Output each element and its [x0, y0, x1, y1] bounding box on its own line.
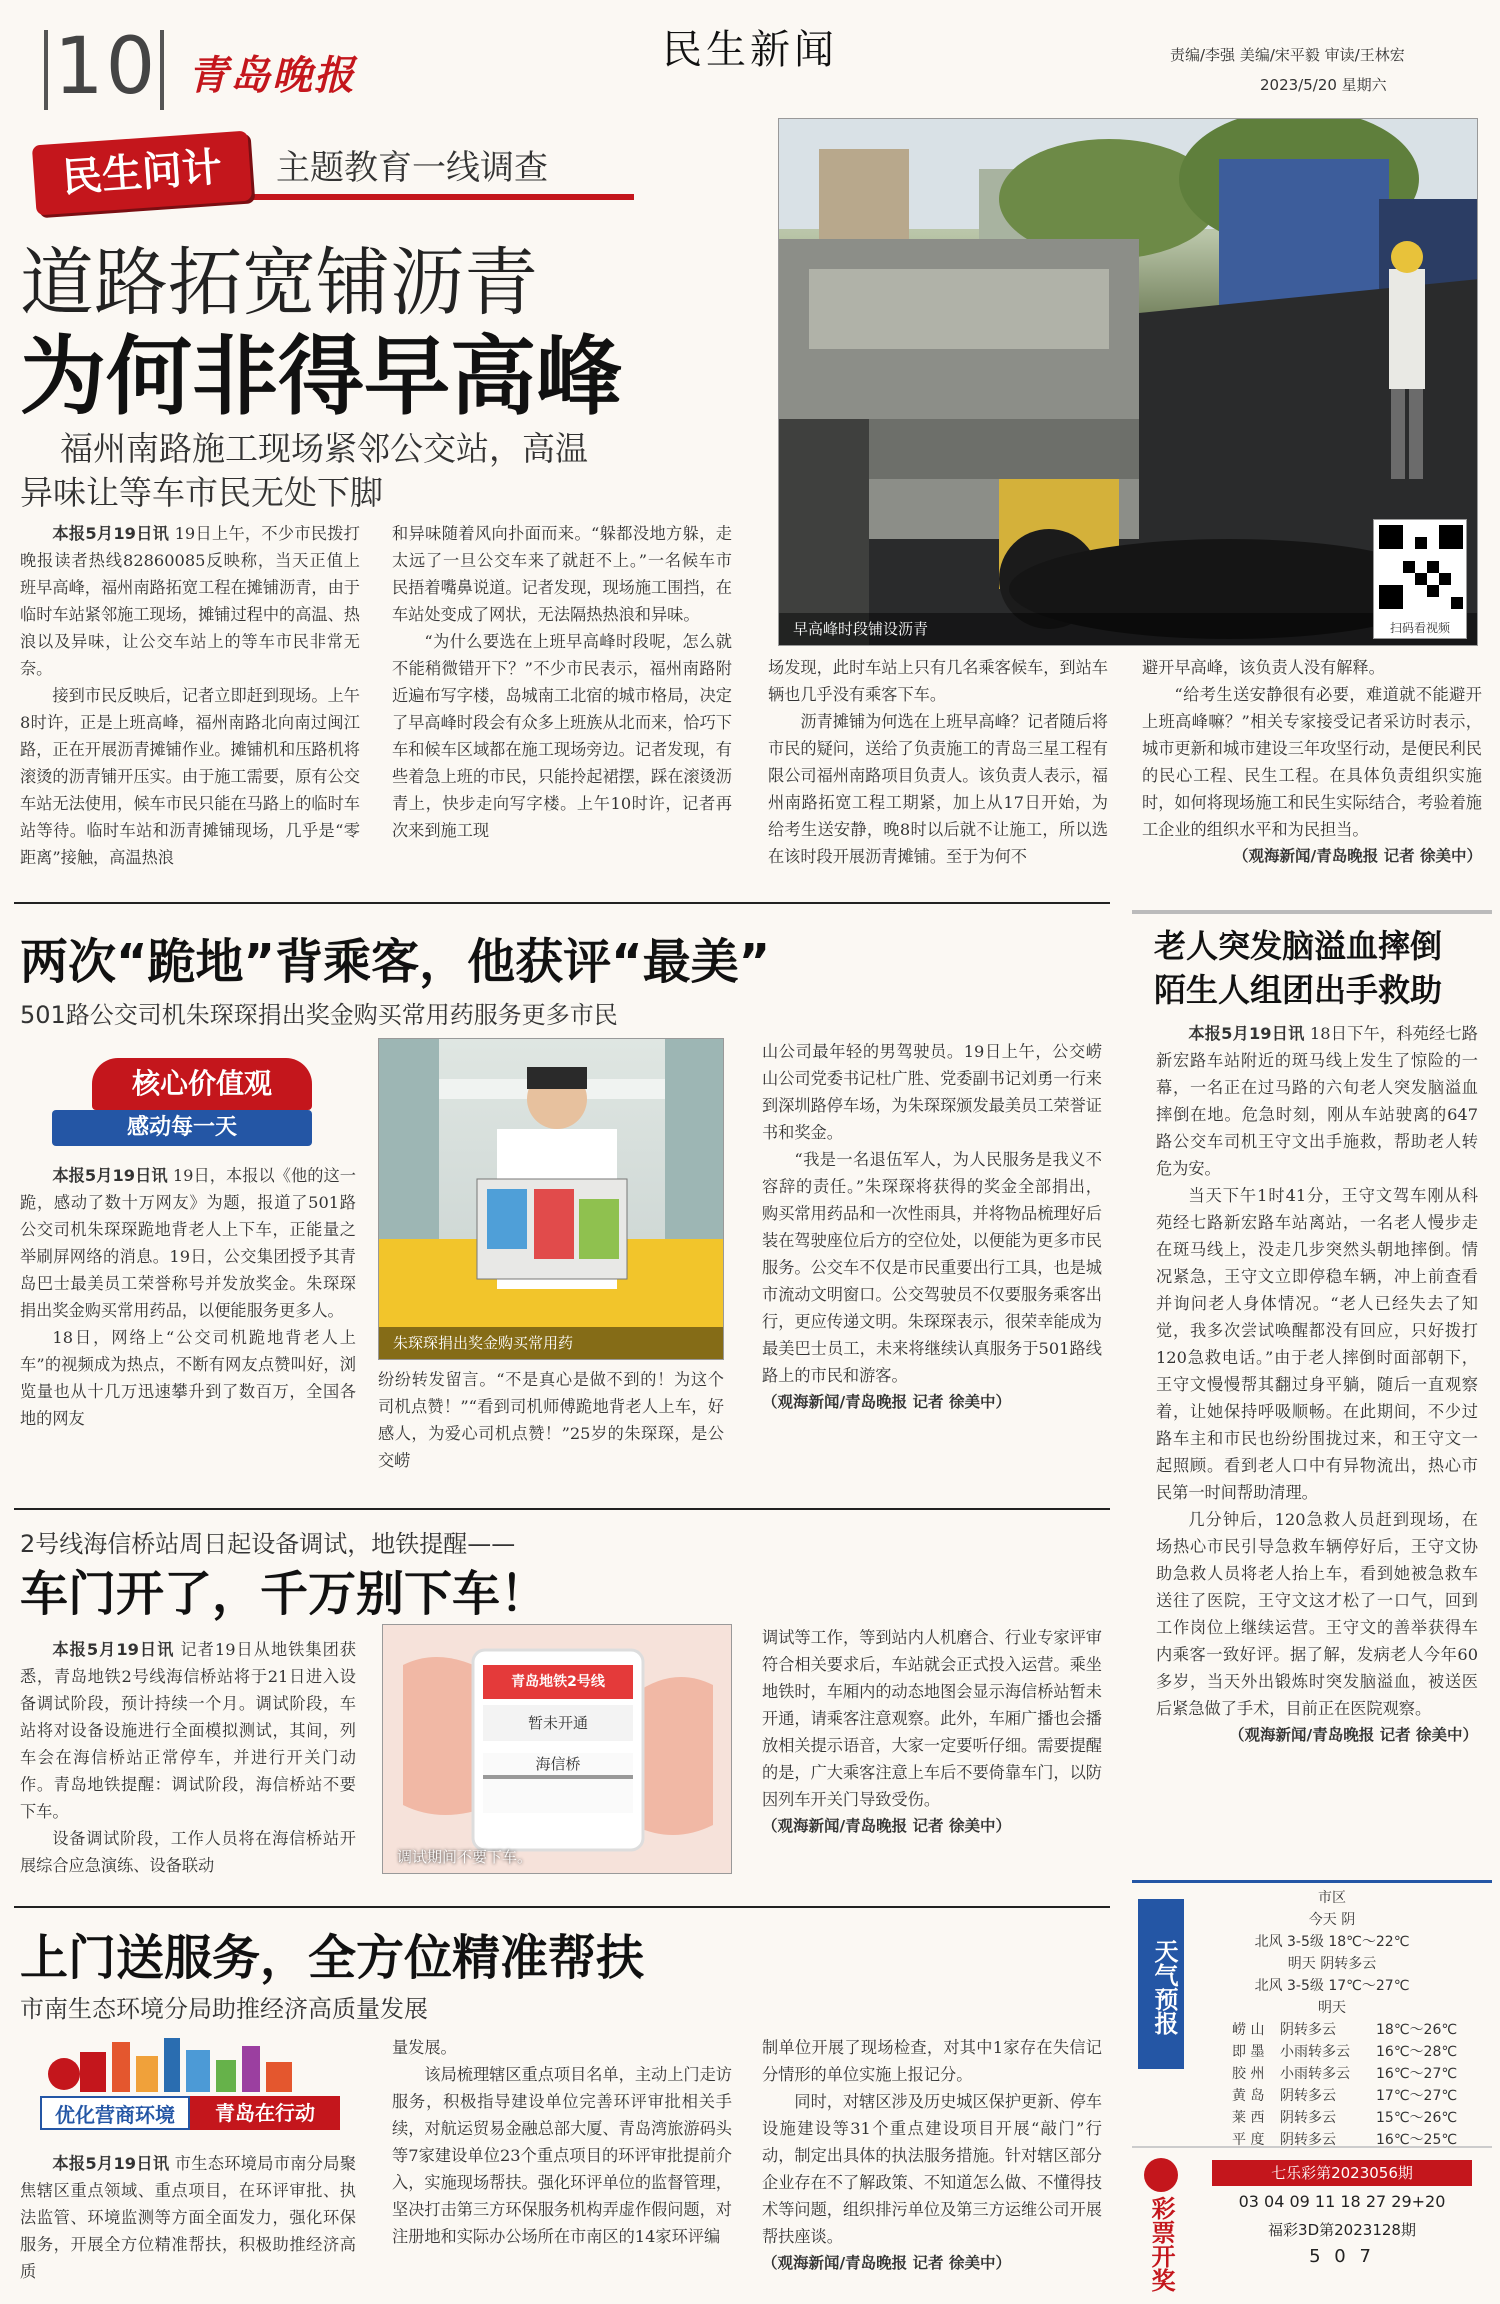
dateline: 本报5月19日讯 — [52, 2154, 170, 2173]
story4-col2-p1: 调试等工作，等到站内人机磨合、行业专家评审符合相关要求后，车站就会正式投入运营。乘坐地铁时，车厢内的动态地图会显示海信桥站暂未开通，请乘客注意观察。此外，车厢广播也会播放相关提示语音，大家一定要听仔细。需要提醒的是，广大乘客注意上车后不要倚靠车门，以防因列车开关门导致受伤。 — [762, 1628, 1102, 1809]
district-name: 即 墨 — [1232, 2044, 1265, 2060]
phone-status-label: 暂未开通 — [527, 1714, 588, 1732]
story-kneeling-driver — [0, 910, 1120, 1500]
page-number: 10 — [54, 22, 158, 112]
story3-p2: 当天下午1时41分，王守文驾车刚从科苑经七路新宏路车站离站，一名老人慢步走在斑马线上，没走几步突然头朝地摔倒。情况紧急，王守文立即停稳车辆，冲上前查看并询问老人身体情况。“老人已经失去了知觉，我多次尝试唤醒都没有回应，只好拨打120急救电话。”由于老人摔倒时面部朝下，王守文慢慢帮其翻过身平躺，随后一直观察着，让她保持呼吸顺畅。在此期间，不少过路车主和市民也纷纷围拢过来，和王守文一起照顾。看到老人口中有异物流出，热心市民第一时间帮助清理。 — [1156, 1186, 1478, 1502]
weather-tomorrow: 明天 阴转多云 — [1287, 1956, 1377, 1972]
story1-col3-p1: 场发现，此时车站上只有几名乘客候车，到站车辆也几乎没有乘客下车。 — [768, 658, 1108, 704]
story4-column-1 — [20, 1636, 356, 1886]
headline-line2: 为何非得早高峰 — [20, 327, 622, 427]
district-temp: 18℃～26℃ — [1376, 2022, 1458, 2038]
paving-photo-caption: 早高峰时段铺设沥青 — [779, 613, 1477, 645]
phone-station-label: 海信桥 — [535, 1755, 581, 1773]
core-values-label: 核心价值观 — [92, 1058, 312, 1110]
badge-business-env — [40, 2034, 350, 2134]
badge-main: 民生问计 — [32, 131, 252, 216]
story5-subheadline: 市南生态环境分局助推经济高质量发展 — [20, 1995, 428, 2023]
story4-column-2 — [762, 1624, 1102, 1884]
story1-col2-p1: 和异味随着风向扑面而来。“躲都没地方躲，走太远了一旦公交车来了就赶不上。”一名候车市民捂着嘴鼻说道。记者发现，现场施工围挡，在车站处变成了网状，无法隔热热浪和异味。 — [392, 524, 732, 624]
headline-line1: 道路拓宽铺沥青 — [20, 240, 538, 326]
district-name: 崂 山 — [1232, 2022, 1265, 2038]
story1-col1-p1 — [20, 520, 360, 682]
qr-code-label: 扫码看视频 — [1389, 621, 1450, 635]
story4-kicker: 2号线海信桥站周日起设备调试，地铁提醒—— — [20, 1530, 516, 1558]
qr-code-box — [1373, 519, 1467, 639]
weather-today: 今天 阴 — [1308, 1912, 1356, 1928]
story4-headline: 车门开了，千万别下车！ — [20, 1566, 549, 1622]
lottery-3d-title: 福彩3D第2023128期 — [1268, 2221, 1416, 2239]
badge-business-env-left: 优化营商环境 — [40, 2096, 190, 2130]
section-title: 民生新闻 — [662, 27, 838, 73]
lottery-qilecai-numbers: 03 04 09 11 18 27 29+20 — [1238, 2192, 1446, 2211]
story5-col2-p2: 该局梳理辖区重点项目名单，主动上门走访服务，积极指导建设单位完善环评审批相关手续，对航运贸易金融总部大厦、青岛湾旅游码头等7家建设单位23个重点项目的环评审批提前介入，实施现场帮扶。强化环评单位的监督管理，坚决打击第三方环保服务机构弄虚作假问题，对注册地和实际办公场所在市南区的14家环评编 — [392, 2065, 732, 2246]
driver-photo-caption: 朱琛琛捐出奖金购买常用药 — [379, 1327, 723, 1359]
page-number-bar-right — [160, 30, 164, 110]
paper-logo: 青岛晚报 — [188, 52, 356, 99]
story2-col2-p1: 纷纷转发留言。“不是真心是做不到的！为这个司机点赞！”“看到司机师傅跪地背老人上车，好感人，为爱心司机点赞！”25岁的朱琛琛，是公交崂 — [378, 1370, 724, 1470]
district-condition: 小雨转多云 — [1280, 2066, 1350, 2082]
paragraph-text: 19日，本报以《他的这一跪，感动了数十万网友》为题，报道了501路公交司机朱琛琛跪地背老人上下车，正能量之举刷屏网络的消息。19日，公交集团授予其青岛巴士最美员工荣誉称号并发放奖金。朱琛琛捐出奖金购买常用药品，以便能服务更多人。 — [20, 1166, 356, 1320]
story5-col1-p1 — [20, 2150, 356, 2285]
story1-column-4 — [1142, 654, 1482, 890]
story3-byline: （观海新闻/青岛晚报 记者 徐美中） — [1229, 1726, 1478, 1744]
story5-col3-p2: 同时，对辖区涉及历史城区保护更新、停车设施建设等31个重点建设项目开展“敲门”行动，制定出具体的执法服务措施。针对辖区部分企业存在不了解政策、不知道怎么做、不懂得技术等问题，组织排污单位及第三方运维公司开展帮扶座谈。 — [762, 2092, 1102, 2246]
story5-col3-p1: 制单位开展了现场检查，对其中1家存在失信记分情形的单位实施上报记分。 — [762, 2038, 1102, 2084]
lottery-box — [1132, 2146, 1492, 2296]
district-name: 莱 西 — [1232, 2110, 1265, 2126]
story2-col3-p2: “我是一名退伍军人，为人民服务是我义不容辞的责任。”朱琛琛将获得的奖金全部捐出，购买常用药品和一次性雨具，并将物品梳理好后装在驾驶座位后方的空位处，以便能为更多市民服务。公交车不仅是市民重要出行工具，也是城市流动文明窗口。公交驾驶员不仅要服务乘客出行，更应传递文明。朱琛琛表示，很荣幸能成为最美巴士员工，未来将继续认真服务于501路线路上的市民和游客。 — [762, 1150, 1102, 1385]
story2-column-2 — [378, 1366, 724, 1482]
paragraph-text: 记者19日从地铁集团获悉，青岛地铁2号线海信桥站将于21日进入设备调试阶段，预计持续一个月。调试阶段，车站将对设备设施进行全面模拟测试，其间，列车会在海信桥站正常停车，并进行开关门动作。青岛地铁提醒：调试阶段，海信桥站不要下车。 — [20, 1640, 356, 1821]
badge-subtitle: 主题教育一线调查 — [276, 148, 548, 188]
badge-business-env-right: 青岛在行动 — [190, 2096, 340, 2130]
story1-col1-p2: 接到市民反映后，记者立即赶到现场。上午8时许，正是上班高峰，福州南路北向南过闽江路，正在开展沥青摊铺作业。摊铺机和压路机将滚烫的沥青铺开压实。由于施工需要，原有公交车站无法使用，候车市民只能在马路上的临时车站等待。临时车站和沥青摊铺现场，几乎是“零距离”接触，高温热浪 — [20, 686, 360, 867]
page-number-bar — [44, 30, 48, 110]
story5-col2-p1: 量发展。 — [392, 2038, 457, 2057]
district-temp: 15℃～26℃ — [1376, 2110, 1458, 2126]
district-name: 胶 州 — [1232, 2066, 1265, 2082]
weather-tomorrow-detail: 北风 3-5级 17℃～27℃ — [1254, 1978, 1410, 1994]
story2-col1-p2: 18日，网络上“公交司机跪地背老人上车”的视频成为热点，不断有网友点赞叫好，浏览量也从十几万迅速攀升到了数百万，全国各地的网友 — [20, 1328, 356, 1428]
qr-code-icon[interactable] — [1379, 525, 1463, 609]
district-condition: 阴转多云 — [1280, 2110, 1336, 2126]
badge-underline — [244, 194, 634, 200]
story1-column-2 — [392, 520, 732, 890]
phone-line-label: 青岛地铁2号线 — [511, 1674, 605, 1690]
district-condition: 阴转多云 — [1280, 2022, 1336, 2038]
district-condition: 阴转多云 — [1280, 2132, 1336, 2148]
phone-hands-illustration — [383, 1625, 732, 1874]
weather-today-detail: 北风 3-5级 18℃～22℃ — [1254, 1934, 1410, 1950]
story1-byline: （观海新闻/青岛晚报 记者 徐美中） — [1233, 847, 1482, 865]
district-temp: 16℃～28℃ — [1376, 2044, 1458, 2060]
story1-column-1 — [20, 520, 360, 890]
story5-headline: 上门送服务，全方位精准帮扶 — [20, 1930, 645, 1986]
driver-photo-illustration — [379, 1039, 724, 1360]
story4-col1-p2: 设备调试阶段，工作人员将在海信桥站开展综合应急演练、设备联动 — [20, 1829, 356, 1875]
weather-district-list — [1232, 2019, 1482, 2151]
story3-top-rule — [1132, 910, 1492, 914]
story3-headline-line1: 老人突发脑溢血摔倒 — [1154, 927, 1443, 965]
story3-column — [1156, 1020, 1478, 1840]
divider-3 — [14, 1906, 1110, 1908]
story-environment-service — [0, 1914, 1120, 2304]
story2-subheadline: 501路公交司机朱琛琛捐出奖金购买常用药服务更多市民 — [20, 1001, 618, 1029]
weather-label: 天气预报 — [1150, 1939, 1178, 2035]
story1-col2-p2: “为什么要选在上班早高峰时段呢，怎么就不能稍微错开下？”不少市民表示，福州南路附近遍布写字楼，岛城南工北宿的城市格局，决定了早高峰时段会有众多上班族从北而来，恰巧下车和候车区域都在施工现场旁边。记者发现，有些着急上班的市民，只能拎起裙摆，踩在滚烫沥青上，快步走向写字楼。上午10时许，记者再次来到施工现 — [392, 632, 732, 840]
lottery-3d-numbers: 5 0 7 — [1309, 2246, 1375, 2267]
story2-column-1 — [20, 1162, 356, 1462]
dateline: 本报5月19日讯 — [52, 1640, 175, 1659]
paragraph-text: 市生态环境局市南分局聚焦辖区重点领域、重点项目，在环评审批、执法监管、环境监测等方面全面发力，强化环保服务，开展全方位精准帮扶，积极助推经济高质 — [20, 2154, 356, 2281]
weather-row — [1232, 2063, 1482, 2085]
dateline: 本报5月19日讯 — [1188, 1024, 1305, 1043]
subway-phone-photo — [382, 1624, 732, 1874]
story3-p1 — [1156, 1020, 1478, 1182]
story5-column-2 — [392, 2034, 732, 2302]
story5-column-1 — [20, 2150, 356, 2300]
story3-headline-line2: 陌生人组团出手救助 — [1154, 971, 1443, 1009]
weather-row — [1232, 2085, 1482, 2107]
dateline: 本报5月19日讯 — [52, 1166, 168, 1185]
weather-box — [1132, 1880, 1492, 2148]
date-line: 2023/5/20 星期六 — [1260, 76, 1387, 94]
lottery-qilecai-title: 七乐彩第2023056期 — [1212, 2160, 1472, 2186]
district-name: 黄 岛 — [1232, 2088, 1265, 2104]
badge-core-values — [52, 1058, 332, 1152]
district-condition: 阴转多云 — [1280, 2088, 1336, 2104]
story1-col3-p2: 沥青摊铺为何选在上班早高峰？记者随后将市民的疑问，送给了负责施工的青岛三星工程有限公司福州南路项目负责人。该负责人表示，福州南路拓宽工程工期紧，加上从17日开始，为给考生送安静，晚8时以后就不让施工，所以选在该时段开展沥青摊铺。至于为何不 — [768, 712, 1108, 866]
city-skyline-icon — [40, 2034, 350, 2094]
story4-col1-p1 — [20, 1636, 356, 1825]
dateline: 本报5月19日讯 — [52, 524, 170, 543]
subheadline-line1: 福州南路施工现场紧邻公交站，高温 — [60, 429, 588, 468]
subway-photo-caption: 调试期间不要下车。 — [397, 1848, 533, 1866]
story1-col4-p1: 避开早高峰，该负责人没有解释。 — [1142, 658, 1385, 677]
story2-col3-p1: 山公司最年轻的男驾驶员。19日上午，公交崂山公司党委书记杜广胜、党委副书记刘勇一行来到深圳路停车场，为朱琛琛颁发最美员工荣誉证书和奖金。 — [762, 1042, 1102, 1142]
divider-2 — [14, 1508, 1110, 1510]
story-stroke-rescue — [1132, 910, 1492, 1850]
story4-byline: （观海新闻/青岛晚报 记者 徐美中） — [762, 1817, 1011, 1835]
masthead — [0, 0, 1500, 110]
story5-column-3 — [762, 2034, 1102, 2302]
district-temp: 17℃～27℃ — [1376, 2088, 1458, 2104]
paving-photo — [778, 118, 1478, 646]
story5-byline: （观海新闻/青岛晚报 记者 徐美中） — [762, 2254, 1011, 2272]
story2-col1-p1 — [20, 1162, 356, 1324]
story2-column-3 — [762, 1038, 1102, 1488]
divider-1 — [14, 902, 1110, 904]
weather-districts-heading: 明天 — [1318, 2000, 1346, 2016]
core-values-sub: 感动每一天 — [52, 1110, 312, 1146]
weather-vertical-label — [1138, 1899, 1184, 2069]
lottery-icon — [1144, 2158, 1178, 2192]
story2-headline: 两次“跪地”背乘客，他获评“最美” — [20, 934, 771, 990]
story1-column-3 — [768, 654, 1108, 890]
story-subway-station — [0, 1516, 1120, 1886]
driver-photo — [378, 1038, 724, 1360]
weather-area: 市区 — [1318, 1890, 1346, 1906]
paragraph-text: 19日上午，不少市民拨打晚报读者热线82860085反映称，当天正值上班早高峰，福州南路拓宽工程在摊铺沥青，由于临时车站紧邻施工现场，摊铺过程中的高温、热浪以及异味，让公交车站上的等车市民非常无奈。 — [20, 524, 360, 678]
district-temp: 16℃～25℃ — [1376, 2132, 1458, 2148]
subheadline-line2: 异味让等车市民无处下脚 — [20, 473, 383, 512]
story3-p3: 几分钟后，120急救人员赶到现场，在场热心市民引导急救车辆停好后，王守文协助急救人员将老人抬上车，看到她被急救车送往了医院，王守文这才松了一口气，回到工作岗位上继续运营。王守文的善举获得车内乘客一致好评。据了解，发病老人今年60多岁，当天外出锻炼时突发脑溢血，被送医后紧急做了手术，目前正在医院观察。 — [1156, 1510, 1478, 1718]
story-road-paving — [0, 110, 1500, 890]
badge-minsheng-wenji — [34, 132, 624, 218]
district-temp: 16℃～27℃ — [1376, 2066, 1458, 2082]
district-name: 平 度 — [1232, 2132, 1265, 2148]
weather-row — [1232, 2041, 1482, 2063]
paragraph-text: 18日下午，科苑经七路新宏路车站附近的斑马线上发生了惊险的一幕，一名正在过马路的六旬老人突发脑溢血摔倒在地。危急时刻，刚从车站驶离的647路公交车司机王守文出手施救，帮助老人转危为安。 — [1156, 1024, 1478, 1178]
weather-row — [1232, 2019, 1482, 2041]
weather-row — [1232, 2107, 1482, 2129]
district-condition: 小雨转多云 — [1280, 2044, 1350, 2060]
story1-col4-p2: “给考生送安静很有必要，难道就不能避开上班高峰嘛？”相关专家接受记者采访时表示，城市更新和城市建设三年攻坚行动，是便民利民的民心工程、民生工程。在具体负责组织实施时，如何将现场施工和民生实际结合，考验着施工企业的组织水平和为民担当。 — [1142, 685, 1482, 839]
lottery-vertical-label: 彩票开奖 — [1147, 2196, 1175, 2292]
editors-line: 责编/李强 美编/宋平毅 审读/王林宏 — [1170, 46, 1405, 64]
story2-byline: （观海新闻/青岛晚报 记者 徐美中） — [762, 1393, 1011, 1411]
